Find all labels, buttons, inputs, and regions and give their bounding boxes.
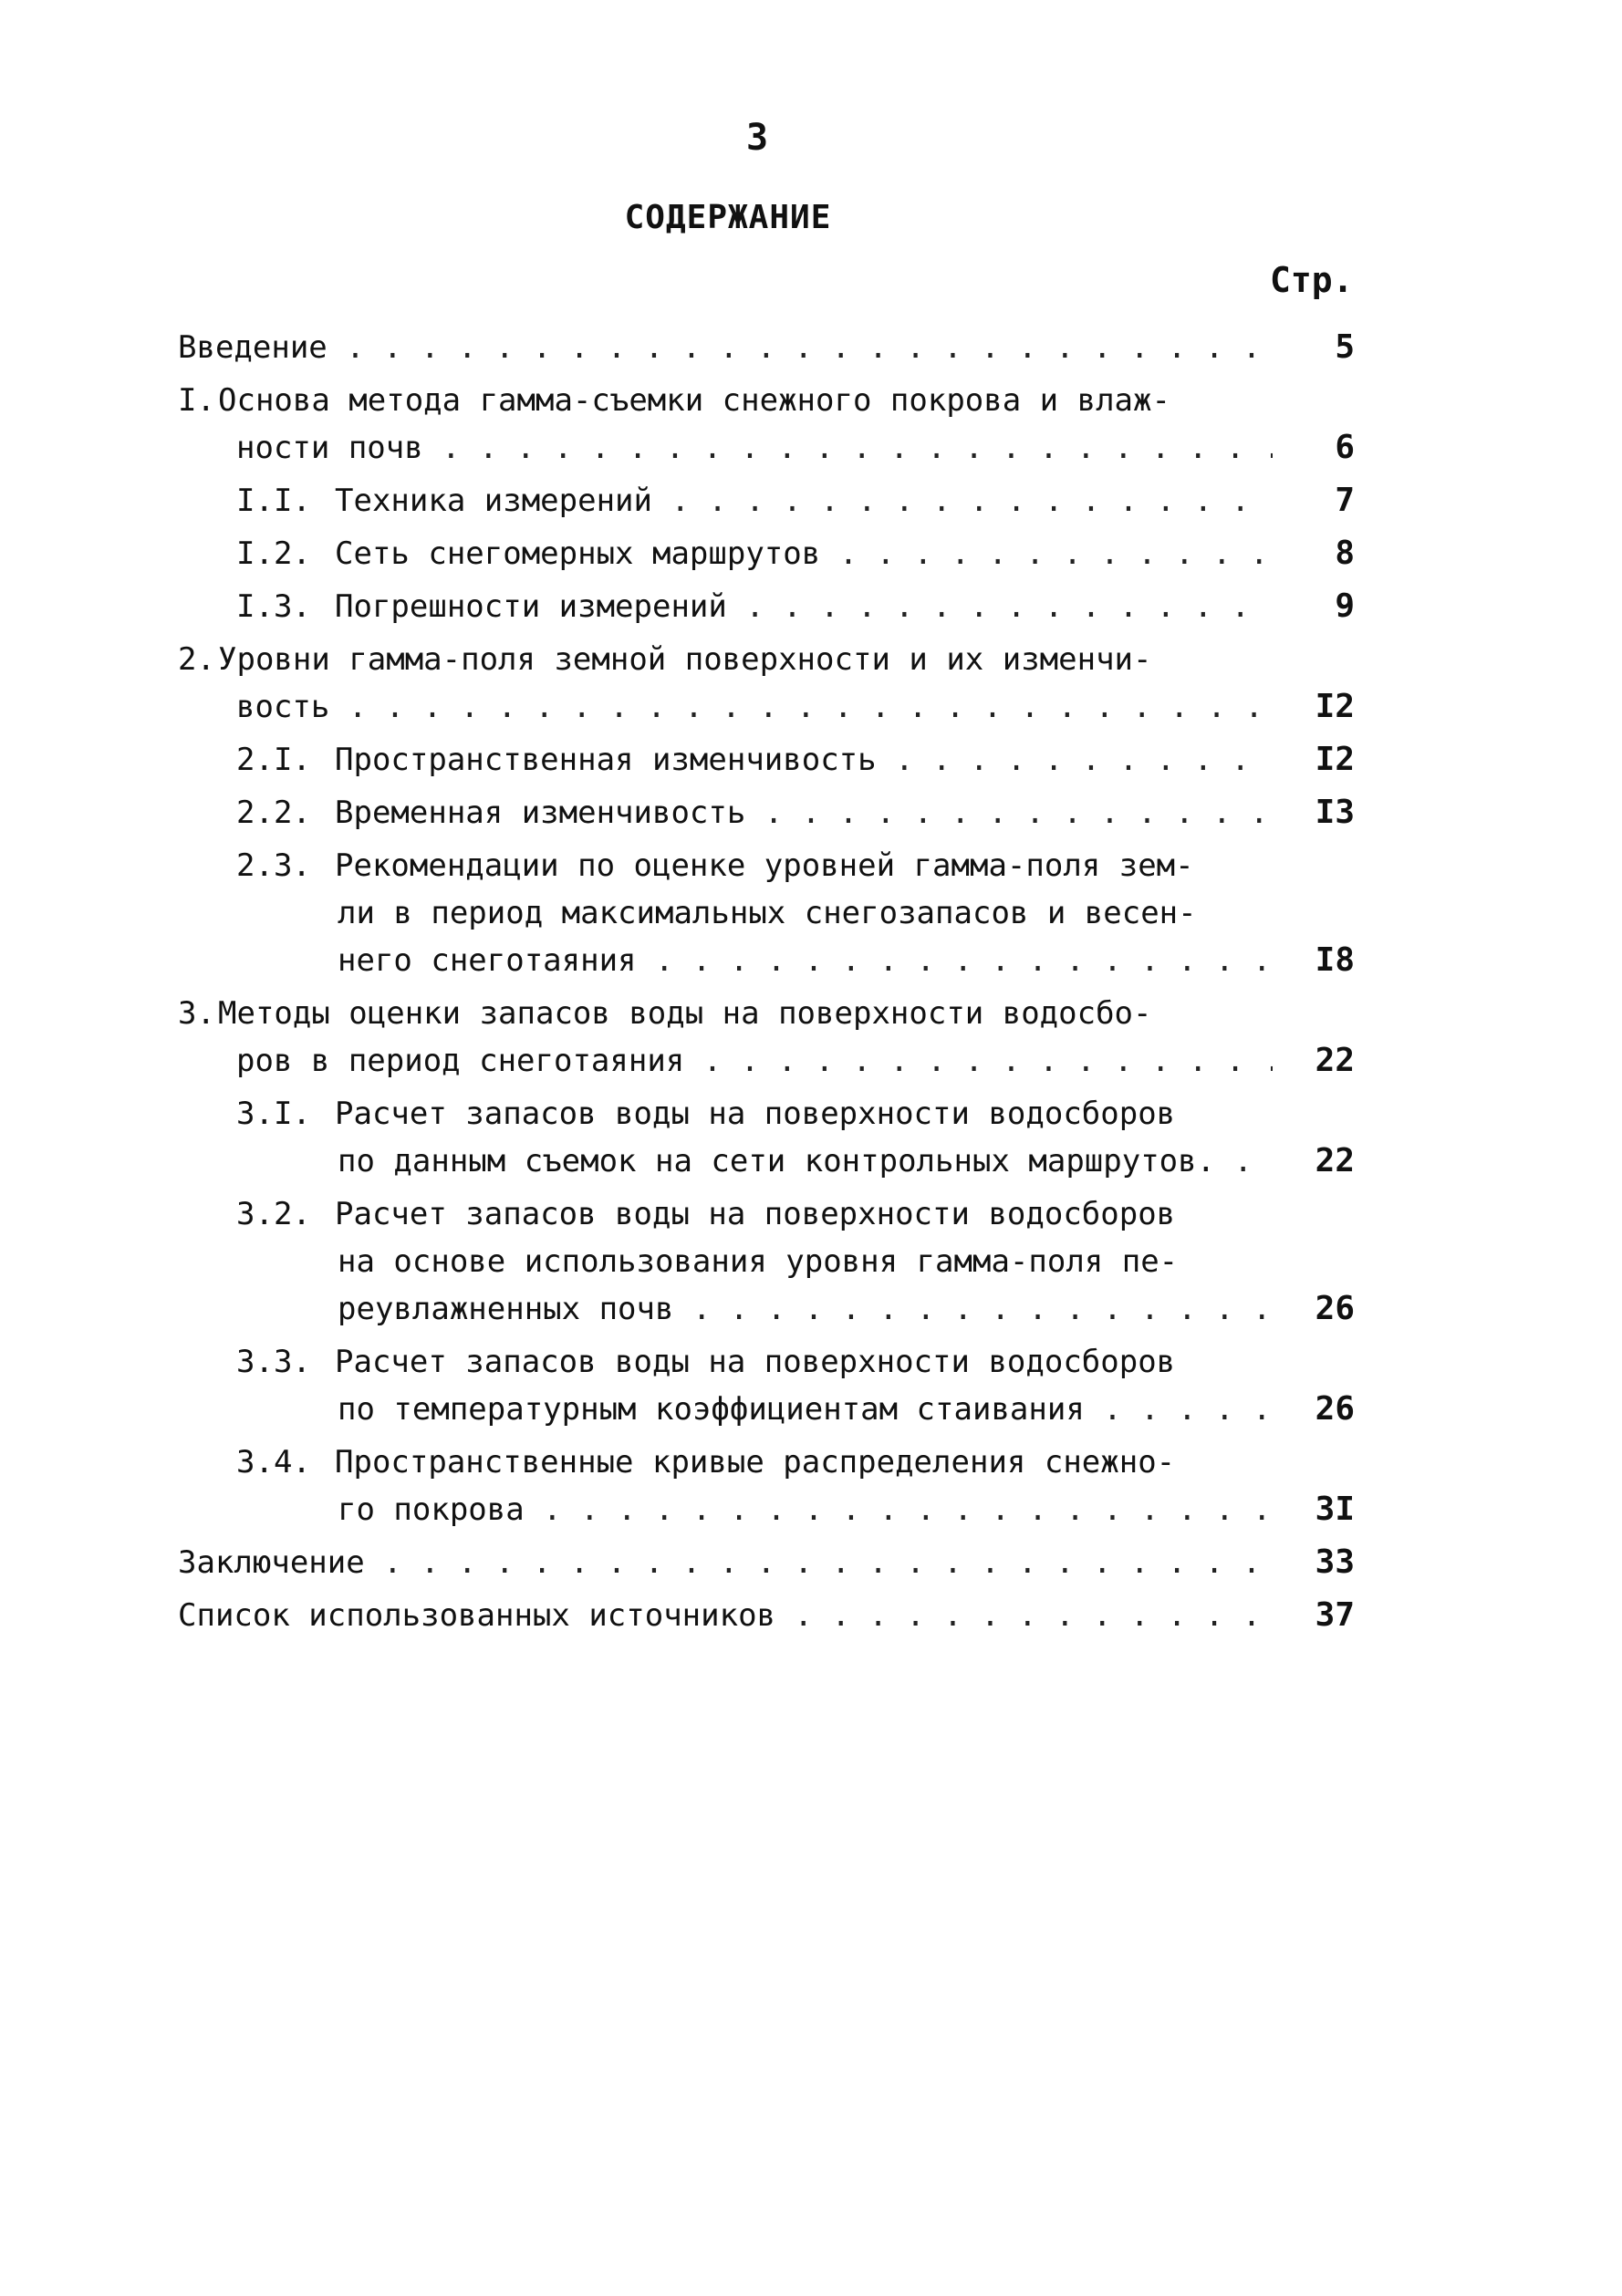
toc-entry-number: 3. bbox=[178, 995, 215, 1032]
toc-entry-text bbox=[178, 530, 1273, 577]
toc-entry-line bbox=[178, 1190, 1273, 1238]
toc-entry-line bbox=[178, 990, 1273, 1037]
dot-leader bbox=[652, 483, 1273, 519]
toc-entry-number: 2.2. bbox=[236, 795, 311, 831]
toc-entry bbox=[178, 789, 1355, 836]
toc-entry-text bbox=[178, 842, 1273, 984]
toc-entry bbox=[178, 530, 1355, 577]
dot-leader bbox=[423, 430, 1273, 466]
toc-entry-title: ров в период снеготаяния bbox=[236, 1043, 685, 1079]
toc-entry bbox=[178, 736, 1355, 784]
toc-entry-page: 8 bbox=[1335, 535, 1355, 572]
toc-entry-text bbox=[178, 636, 1273, 731]
toc-entry-number: 2.3. bbox=[236, 847, 311, 884]
toc-entry-page: 37 bbox=[1315, 1596, 1355, 1634]
toc-entry-number: 3.4. bbox=[236, 1444, 311, 1480]
toc-entry-number: 3.I. bbox=[236, 1096, 311, 1132]
toc-entry-line bbox=[178, 842, 1273, 889]
toc-entry-text bbox=[178, 377, 1273, 472]
toc-entry-number: 3.3. bbox=[236, 1344, 311, 1380]
toc-entry-page: 3I bbox=[1315, 1491, 1355, 1528]
toc-entry-text bbox=[178, 1190, 1273, 1333]
toc-entry-text bbox=[178, 477, 1273, 525]
toc-entry-title: Сеть снегомерных маршрутов bbox=[335, 535, 821, 572]
dot-leader bbox=[637, 942, 1273, 979]
toc-entry-number: I.I. bbox=[236, 483, 311, 519]
toc-entry-line bbox=[178, 636, 1273, 683]
toc-entry-line bbox=[178, 1285, 1273, 1333]
toc-entry-title: по температурным коэффициентам стаивания bbox=[338, 1391, 1085, 1428]
toc-entry-page: I2 bbox=[1315, 688, 1355, 725]
toc-entry-title: Пространственная изменчивость bbox=[335, 742, 877, 778]
toc-entry-text bbox=[178, 1439, 1273, 1533]
dot-leader bbox=[877, 742, 1273, 778]
toc-entry-line bbox=[178, 789, 1273, 836]
toc-entry-line bbox=[178, 477, 1273, 525]
toc-entry-text bbox=[178, 583, 1273, 630]
page-title: СОДЕРЖАНИЕ bbox=[624, 199, 832, 236]
toc-entry-text bbox=[178, 1090, 1273, 1185]
toc-entry-title: Основа метода гамма-съемки снежного покрова и влаж- bbox=[218, 382, 1170, 419]
dot-leader bbox=[1215, 1143, 1273, 1179]
toc-entry bbox=[178, 1539, 1355, 1586]
toc-entry-line bbox=[178, 736, 1273, 784]
toc-entry-line bbox=[178, 530, 1273, 577]
toc-entry-page: 6 bbox=[1335, 429, 1355, 466]
toc-entry-line bbox=[178, 1592, 1273, 1639]
dot-leader bbox=[820, 535, 1273, 572]
toc-entry-title: Введение bbox=[178, 329, 328, 366]
toc-entry-line bbox=[178, 937, 1273, 984]
toc-entry-number: 2. bbox=[178, 641, 215, 678]
toc-entry-line bbox=[178, 324, 1273, 371]
toc-entry-title: ности почв bbox=[236, 430, 423, 466]
dot-leader bbox=[525, 1491, 1273, 1528]
toc-entry-page: 5 bbox=[1335, 328, 1355, 366]
table-of-contents bbox=[178, 324, 1355, 1645]
toc-entry-line bbox=[178, 377, 1273, 424]
toc-entry-title: Уровни гамма-поля земной поверхности и их изменчи- bbox=[218, 641, 1152, 678]
toc-entry-text bbox=[178, 1592, 1273, 1639]
toc-entry-title: на основе использования уровня гамма-поля пе- bbox=[338, 1243, 1179, 1280]
toc-entry-line bbox=[178, 1090, 1273, 1138]
toc-entry-page: 9 bbox=[1335, 587, 1355, 625]
toc-entry-title: Рекомендации по оценке уровней гамма-поля зем- bbox=[335, 847, 1194, 884]
toc-entry-title: Временная изменчивость bbox=[335, 795, 746, 831]
toc-entry bbox=[178, 842, 1355, 984]
toc-entry-page: I3 bbox=[1315, 794, 1355, 831]
toc-entry-text bbox=[178, 1338, 1273, 1433]
toc-entry-title: по данным съемок на сети контрольных маршрутов. bbox=[338, 1143, 1216, 1179]
toc-entry-number: I. bbox=[178, 382, 215, 419]
toc-entry-line bbox=[178, 424, 1273, 472]
toc-entry-number: 3.2. bbox=[236, 1196, 311, 1232]
toc-entry-title: Заключение bbox=[178, 1544, 365, 1581]
toc-entry-title: Методы оценки запасов воды на поверхности водосбо- bbox=[218, 995, 1152, 1032]
page-number: 3 bbox=[745, 117, 769, 159]
toc-entry-line bbox=[178, 683, 1273, 731]
toc-entry-text bbox=[178, 324, 1273, 371]
toc-entry bbox=[178, 1439, 1355, 1533]
dot-leader bbox=[775, 1597, 1273, 1634]
toc-entry-page: I2 bbox=[1315, 741, 1355, 778]
toc-entry-number: I.2. bbox=[236, 535, 311, 572]
toc-entry-number: I.3. bbox=[236, 588, 311, 625]
toc-entry bbox=[178, 990, 1355, 1085]
toc-entry bbox=[178, 636, 1355, 731]
toc-entry-title: Погрешности измерений bbox=[335, 588, 727, 625]
toc-entry-line bbox=[178, 1386, 1273, 1433]
toc-entry-title: Список использованных источников bbox=[178, 1597, 776, 1634]
dot-leader bbox=[1085, 1391, 1273, 1428]
toc-entry-text bbox=[178, 789, 1273, 836]
toc-entry bbox=[178, 1190, 1355, 1333]
toc-entry-line bbox=[178, 1439, 1273, 1486]
toc-entry-text bbox=[178, 1539, 1273, 1586]
toc-entry bbox=[178, 1338, 1355, 1433]
toc-entry-line bbox=[178, 1238, 1273, 1285]
toc-entry-number: 2.I. bbox=[236, 742, 311, 778]
dot-leader bbox=[684, 1043, 1273, 1079]
toc-entry-page: 33 bbox=[1315, 1543, 1355, 1581]
toc-entry-title: Расчет запасов воды на поверхности водосборов bbox=[335, 1096, 1176, 1132]
toc-entry-line bbox=[178, 1338, 1273, 1386]
toc-entry-line bbox=[178, 1539, 1273, 1586]
toc-entry-line bbox=[178, 1037, 1273, 1085]
toc-entry bbox=[178, 1090, 1355, 1185]
toc-entry-line bbox=[178, 583, 1273, 630]
toc-entry-title: Расчет запасов воды на поверхности водосборов bbox=[335, 1344, 1176, 1380]
toc-entry-title: вость bbox=[236, 689, 330, 725]
toc-entry-page: 26 bbox=[1315, 1290, 1355, 1327]
toc-entry-text bbox=[178, 990, 1273, 1085]
toc-entry-title: Расчет запасов воды на поверхности водосборов bbox=[335, 1196, 1176, 1232]
toc-entry-page: 26 bbox=[1315, 1390, 1355, 1428]
toc-entry-page: 22 bbox=[1315, 1042, 1355, 1079]
toc-entry-page: I8 bbox=[1315, 941, 1355, 979]
toc-entry bbox=[178, 583, 1355, 630]
toc-entry-title: Техника измерений bbox=[335, 483, 652, 519]
dot-leader bbox=[329, 689, 1273, 725]
dot-leader bbox=[673, 1291, 1273, 1327]
page-column-header: Стр. bbox=[1270, 260, 1354, 300]
toc-entry bbox=[178, 377, 1355, 472]
dot-leader bbox=[365, 1544, 1273, 1581]
toc-entry-title: Пространственные кривые распределения снежно- bbox=[335, 1444, 1176, 1480]
dot-leader bbox=[745, 795, 1273, 831]
toc-entry-line bbox=[178, 1138, 1273, 1185]
toc-entry-title: го покрова bbox=[338, 1491, 525, 1528]
toc-entry-page: 7 bbox=[1335, 482, 1355, 519]
toc-entry bbox=[178, 324, 1355, 371]
toc-entry-line bbox=[178, 1486, 1273, 1533]
toc-entry bbox=[178, 477, 1355, 525]
dot-leader bbox=[727, 588, 1273, 625]
toc-entry-title: него снеготаяния bbox=[338, 942, 637, 979]
toc-entry-title: реувлажненных почв bbox=[338, 1291, 674, 1327]
toc-entry-page: 22 bbox=[1315, 1142, 1355, 1179]
toc-entry bbox=[178, 1592, 1355, 1639]
toc-entry-text bbox=[178, 736, 1273, 784]
toc-entry-title: ли в период максимальных снегозапасов и весен- bbox=[338, 895, 1197, 931]
dot-leader bbox=[328, 329, 1273, 366]
toc-entry-line bbox=[178, 889, 1273, 937]
